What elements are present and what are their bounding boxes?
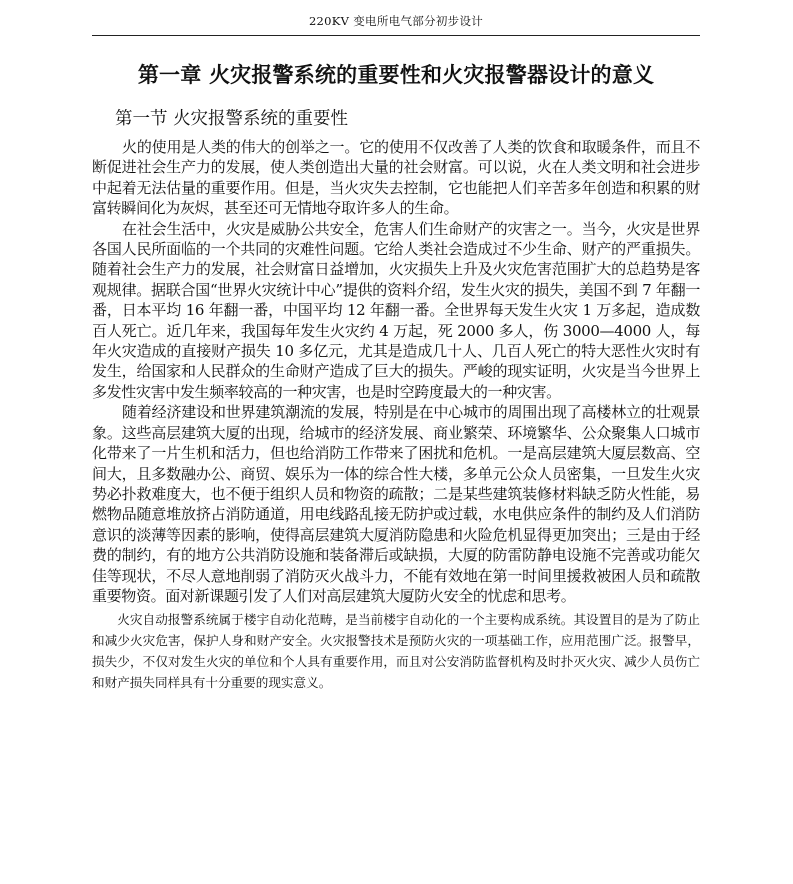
paragraph-fire-losses: 在社会生活中，火灾是威胁公共安全，危害人们生命财产的灾害之一。当今，火灾是世界各国人民所面临的一个共同的灾难性问题。它给人类社会造成过不少生命、财产的严重损失。随着社会生产力的发展，社会财富日益增加，火灾损失上升及火灾危害范围扩大的总趋势是客观规律。据联合国“世界火灾统计中心”提供的资料介绍，发生火灾的损失，美国不到 7 年翻一番，日本平均 16 年翻一番，中国平均 12 年翻一番。全世界每天发生火灾 1 万多起，造成数百人死亡。近几年来，我国每年发生火灾约 4 万起，死 2000 多人，伤 3000—4000 人，每年火灾造成的直接财产损失 10 多亿元，尤其是造成几十人、几百人死亡的特大恶性火灾时有发生，给国家和人民群众的生命财产造成了巨大的损失。严峻的现实证明，火灾是当今世界上多发性灾害中发生频率较高的一种灾害，也是时空跨度最大的一种灾害。 <box>92 219 700 401</box>
header-rule <box>92 35 700 36</box>
chapter-title: 第一章 火灾报警系统的重要性和火灾报警器设计的意义 <box>137 63 655 87</box>
paragraph-high-rise-buildings: 随着经济建设和世界建筑潮流的发展，特别是在中心城市的周围出现了高楼林立的壮观景象。这些高层建筑大厦的出现，给城市的经济发展、商业繁荣、环境繁华、公众聚集人口城市化带来了一片生机和活力，但也给消防工作带来了困扰和危机。一是高层建筑大厦层数高、空间大，且多数融办公、商贸、娱乐为一体的综合性大楼，多单元公众人员密集，一旦发生火灾势必扑救难度大，也不便于组织人员和物资的疏散；二是某些建筑装修材料缺乏防火性能，易燃物品随意堆放挤占消防通道，用电线路乱接无防护或过载，水电供应条件的制约及人们消防意识的淡薄等因素的影响，使得高层建筑大厦消防隐患和火险危机显得更加突出；三是由于经费的制约，有的地方公共消防设施和装备滞后或缺损，大厦的防雷防静电设施不完善或功能欠佳等现状，不尽人意地削弱了消防灭火战斗力，不能有效地在第一时间里援救被困人员和疏散重要物资。面对新课题引发了人们对高层建筑大厦防火安全的忧虑和思考。 <box>92 403 700 605</box>
paragraph-fire-history: 火的使用是人类的伟大的创举之一。它的使用不仅改善了人类的饮食和取暖条件，而且不断促进社会生产力的发展，使人类创造出大量的社会财富。可以说，火在人类文明和社会进步中起着无法估量的重要作用。但是，当火灾失去控制，它也能把人们辛苦多年创造和积累的财富转瞬间化为灰烬，甚至还可无情地夺取许多人的生命。 <box>92 138 700 218</box>
section-title: 第一节 火灾报警系统的重要性 <box>115 109 349 129</box>
body-text <box>92 137 700 693</box>
running-header: 220KV 变电所电气部分初步设计 <box>308 14 484 28</box>
paragraph-fire-alarm-system: 火灾自动报警系统属于楼宇自动化范畴，是当前楼宇自动化的一个主要构成系统。其设置目的是为了防止和减少火灾危害，保护人身和财产安全。火灾报警技术是预防火灾的一项基础工作，应用范围广泛。报警早，损失少，不仅对发生火灾的单位和个人具有重要作用，而且对公安消防监督机构及时扑灭火灾、减少人员伤亡和财产损失同样具有十分重要的现实意义。 <box>92 612 700 691</box>
